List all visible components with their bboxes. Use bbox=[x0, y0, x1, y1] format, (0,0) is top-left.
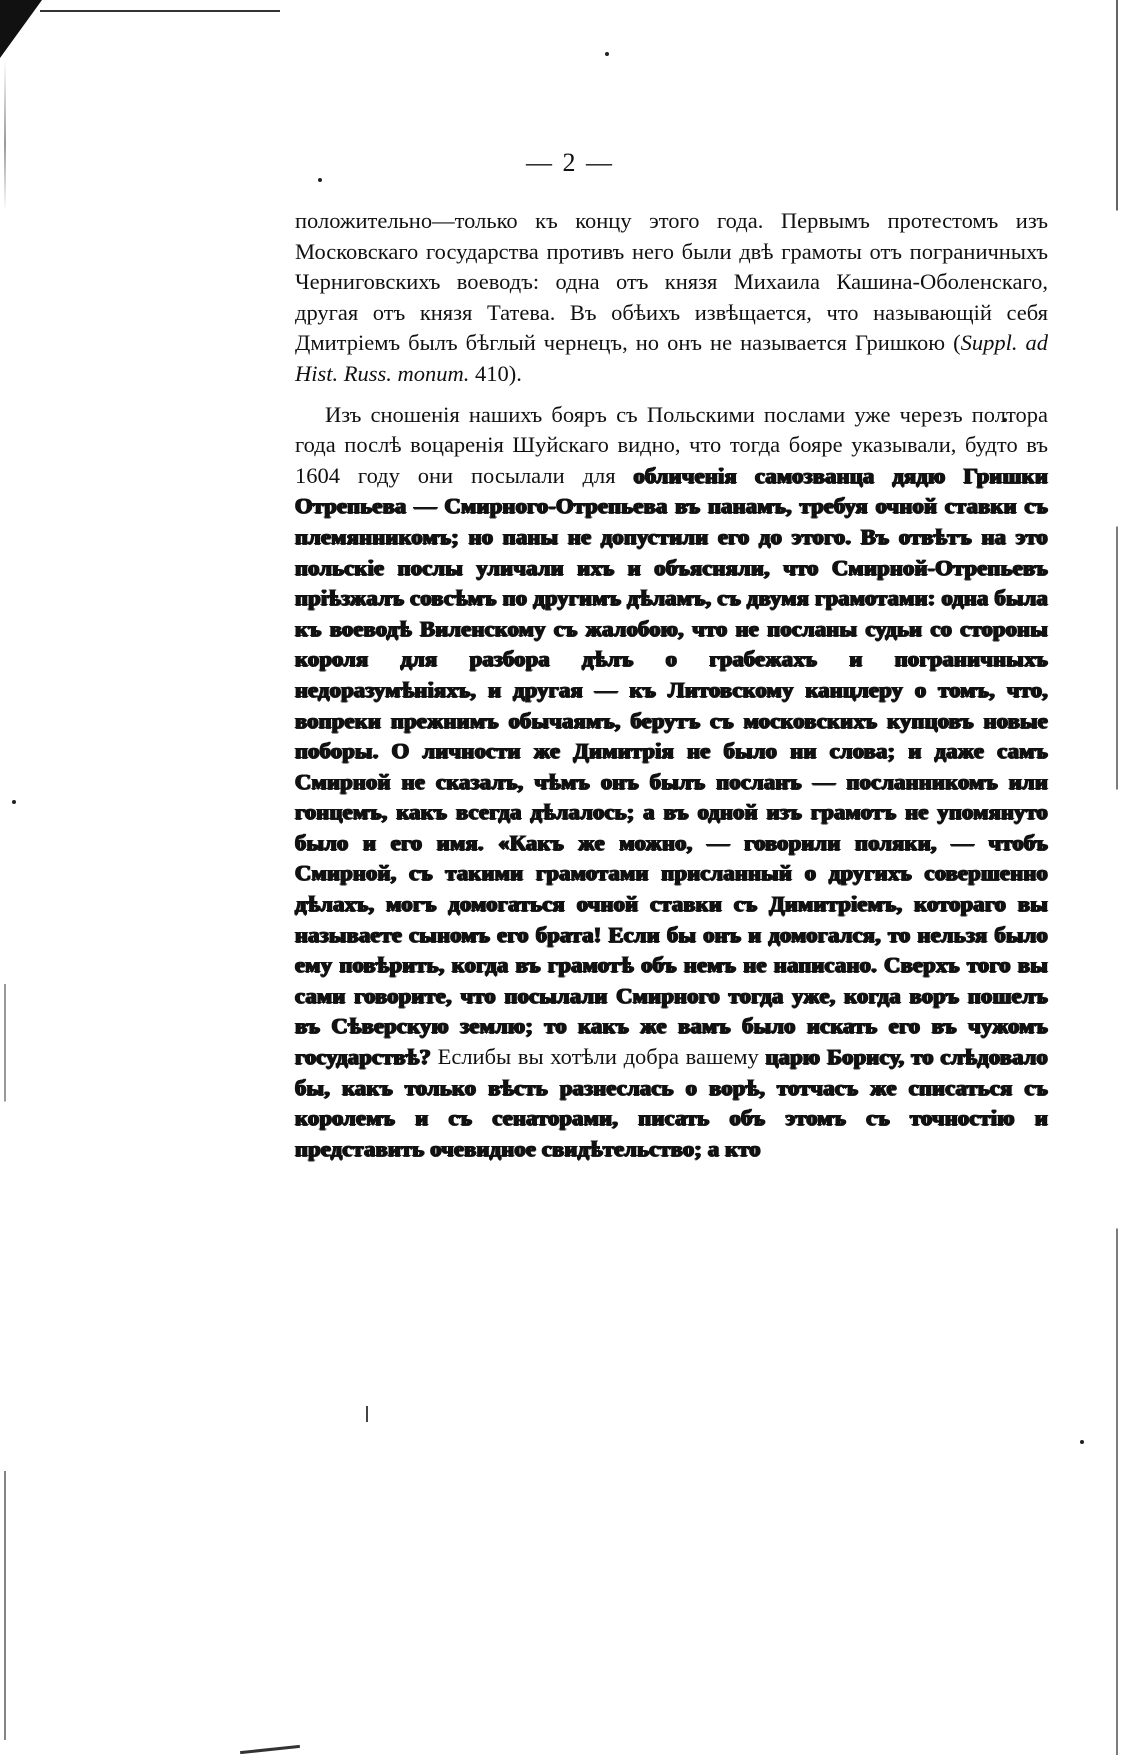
scan-tail-mark bbox=[366, 1406, 368, 1422]
paragraph-1-end: 410). bbox=[469, 360, 522, 386]
body-text bbox=[295, 206, 1048, 1164]
scan-bottom-scratch bbox=[240, 1745, 300, 1754]
scan-dot bbox=[605, 52, 609, 56]
scan-corner-artifact bbox=[0, 0, 42, 58]
paragraph-2-smudged-text-continued: царю Борису, то слѣдовало бы, какъ только вѣсть разнеслась о ворѣ, тотчасъ же списаться съ королемъ и съ сенаторами, писать объ этомъ съ точностію и представить очевидное свидѣтельство; а кто bbox=[295, 1044, 1049, 1161]
paragraph-2-text-continued: Еслибы вы хотѣли добра вашему bbox=[430, 1044, 766, 1070]
scan-left-edge bbox=[4, 60, 6, 1740]
scan-top-edge bbox=[40, 10, 280, 12]
scan-dot bbox=[318, 178, 322, 182]
paragraph-1 bbox=[295, 206, 1048, 390]
scan-dot bbox=[12, 800, 16, 804]
paragraph-2-text: Изъ сношенія нашихъ бояръ съ Польскими послами уже черезъ полтора года послѣ воцаренія Шуйскаго видно, что тогда бояре указывали, будто въ 1604 году они посылали для bbox=[295, 401, 1048, 488]
paragraph-1-text: положительно—только къ концу этого года. Первымъ протестомъ изъ Московскаго государства противъ него были двѣ грамоты отъ пограничныхъ Черниговскихъ воеводъ: одна отъ князя Михаила Кашина-Оболенскаго, другая отъ князя Татева. Въ обѣихъ извѣщается, что называющій себя Дмитріемъ былъ бѣглый чернецъ, но онъ не называется Гришкою ( bbox=[295, 208, 1048, 356]
scan-right-edge bbox=[1116, 0, 1118, 1755]
paragraph-2 bbox=[295, 400, 1048, 1165]
scan-dot bbox=[1080, 1440, 1084, 1444]
page-number: — 2 — bbox=[526, 148, 614, 177]
paragraph-1-citation: Suppl. ad Hist. Russ. monum. bbox=[295, 330, 1048, 386]
paragraph-2-smudged-text: обличенія самозванца дядю Гришки Отрепьева — Смирного-Отрепьева въ панамъ, требуя очной ставки съ племянникомъ; но паны не допустили его до этого. Въ отвѣтъ на это польскіе послы уличали ихъ и объясняли, что Смирной-Отрепьевъ пріѣзжалъ совсѣмъ по другимъ дѣламъ, съ двумя грамотами: одна была къ воеводѣ Виленскому съ жалобою, что не посланы судьи со стороны короля для разбора дѣлъ о грабежахъ и пограничныхъ недоразумѣніяхъ, и другая — къ Литовскому канцлеру о томъ, что, вопреки прежнимъ обычаямъ, берутъ съ московскихъ купцовъ новые поборы. О личности же Димитрія не было ни слова; и даже самъ Смирной не сказалъ, чѣмъ онъ былъ посланъ — посланникомъ или гонцемъ, какъ всегда дѣлалось; а въ одной изъ грамотъ не упомянуто было и его имя. «Какъ же можно, — говорили поляки, — чтобъ Смирной, съ такими грамотами присланный о другихъ совершенно дѣлахъ, могъ домогаться очной ставки съ Димитріемъ, котораго вы называете сыномъ его брата! Если бы онъ и домогался, то нельзя было ему повѣрить, когда въ грамотѣ объ немъ не написано. Сверхъ того вы сами говорите, что посылали Смирного тогда уже, когда воръ пошелъ въ Сѣверскую землю; то какъ же вамъ было искать его въ чужомъ государствѣ? bbox=[295, 462, 1048, 1070]
